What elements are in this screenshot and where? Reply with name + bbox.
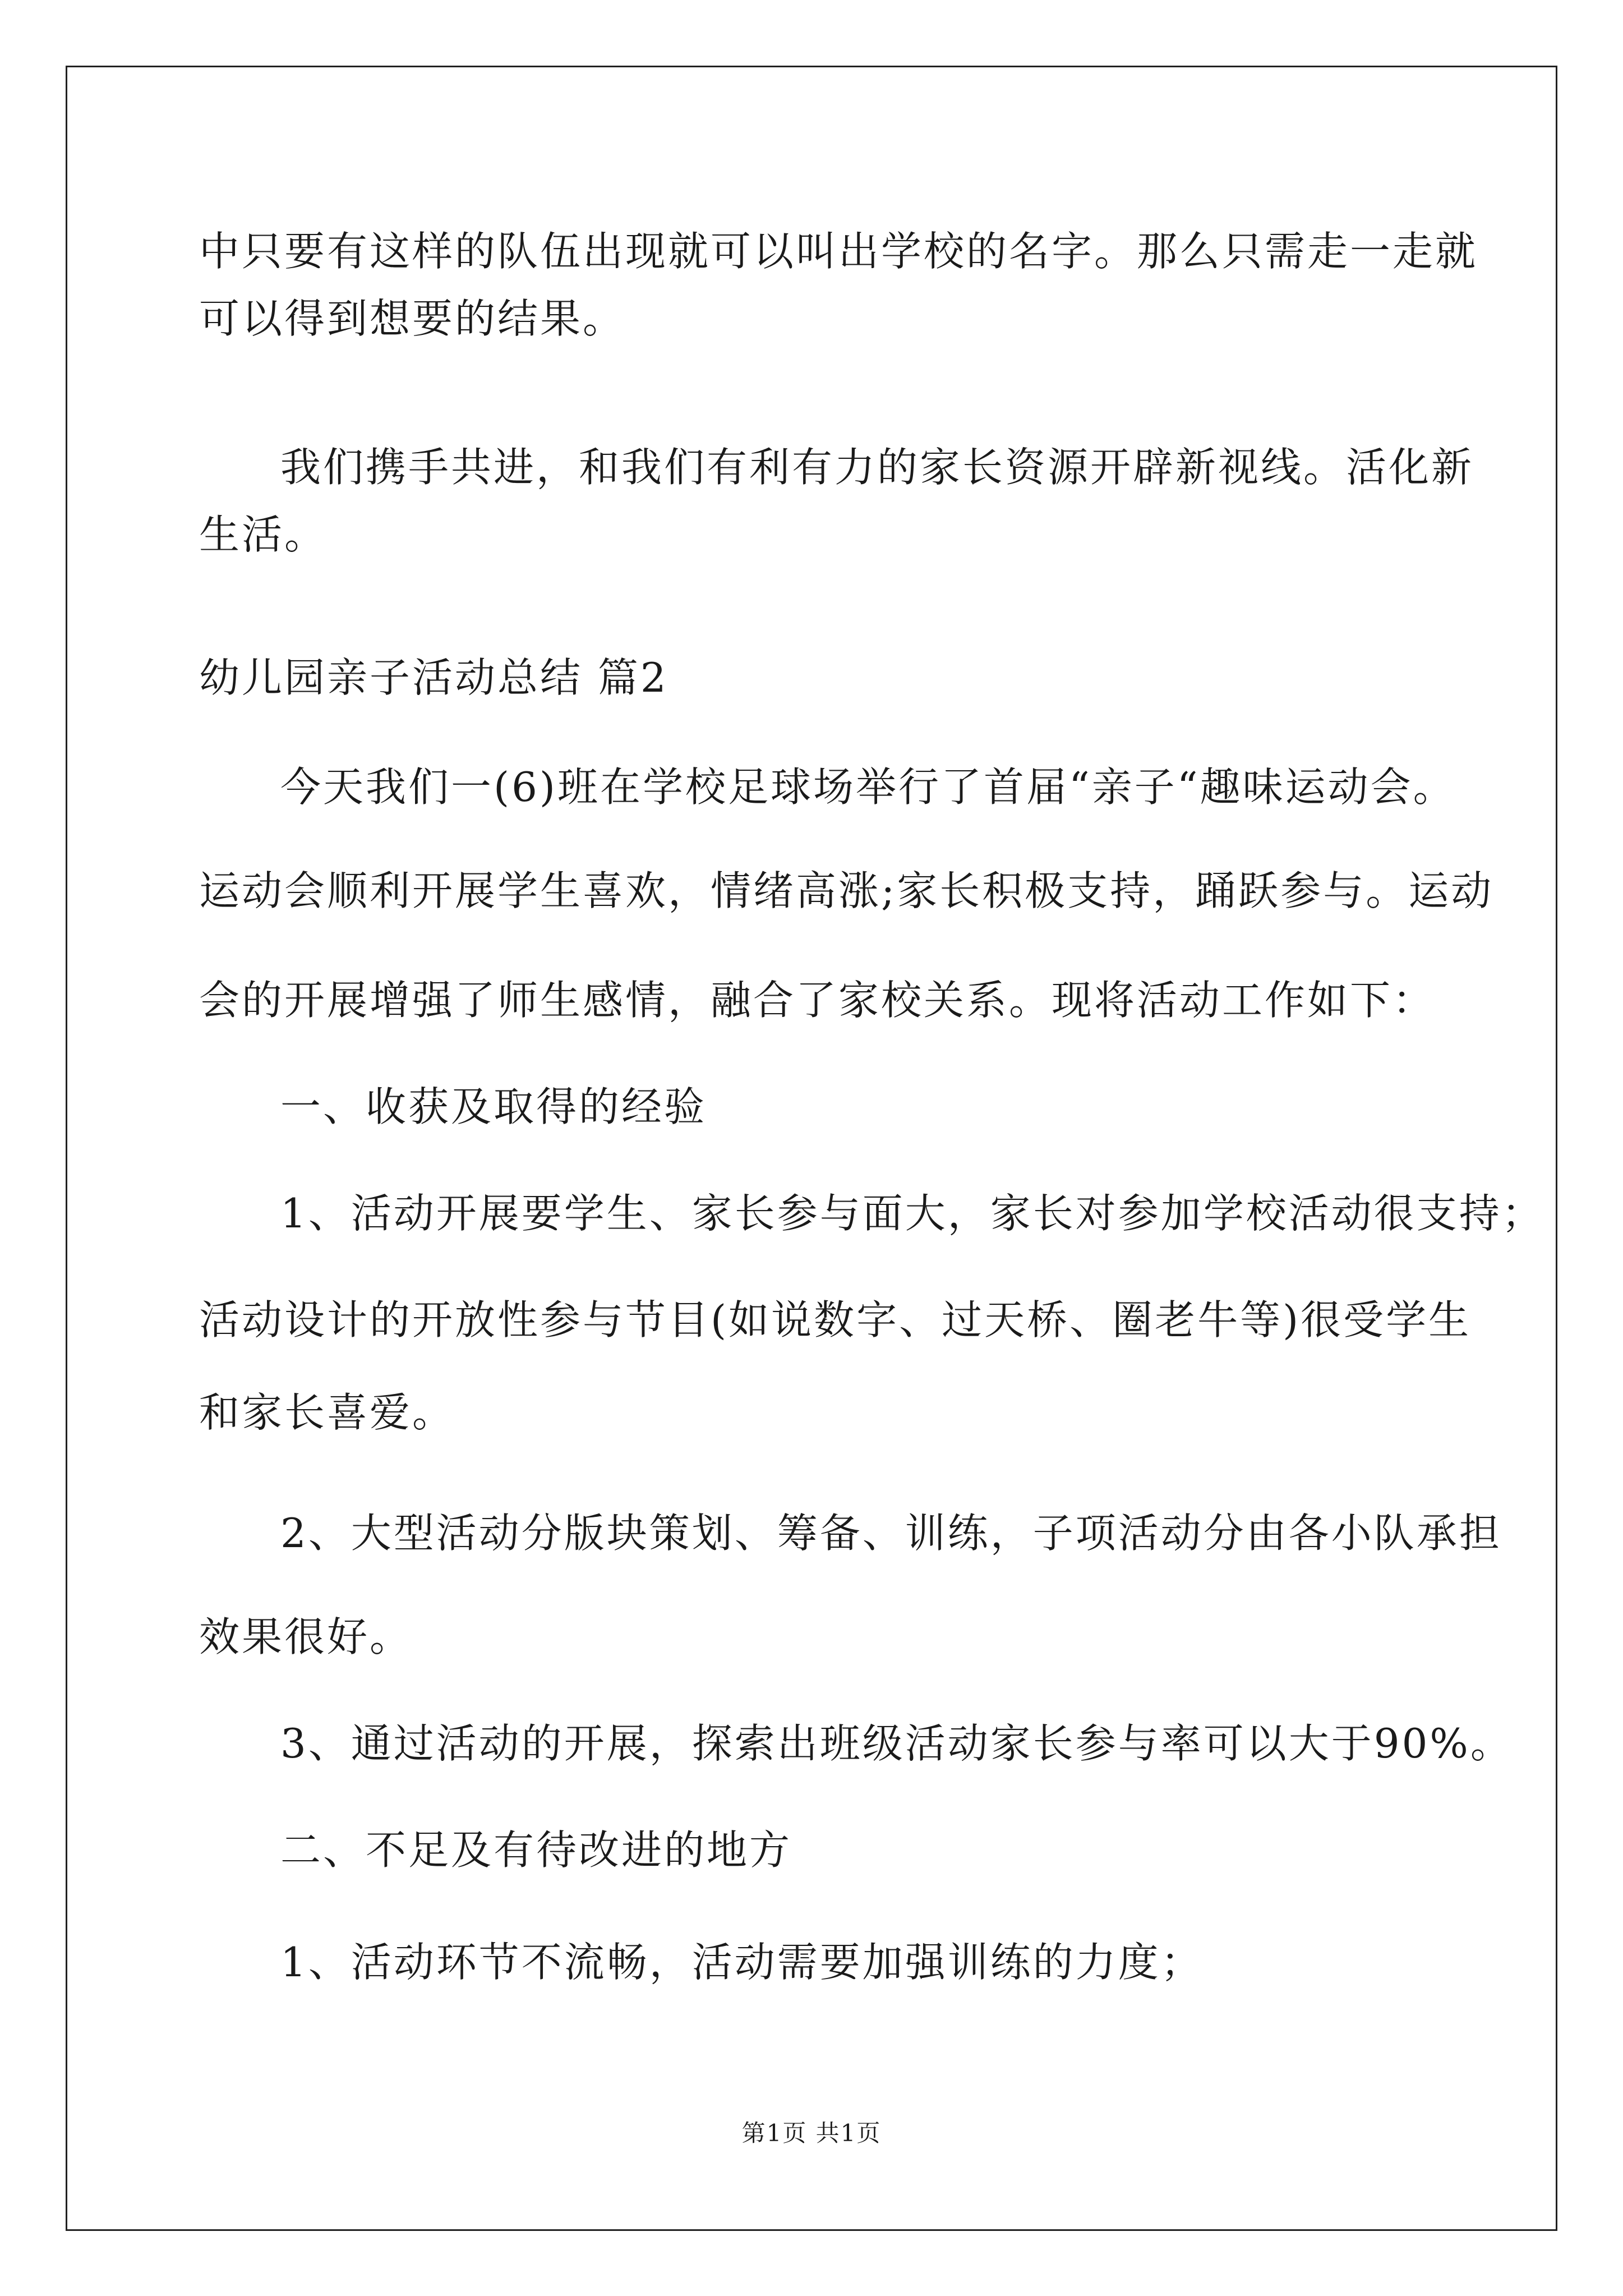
paragraph-line: 1、活动环节不流畅，活动需要加强训练的力度； (280, 1939, 1204, 1986)
subheading: 二、不足及有待改进的地方 (280, 1826, 792, 1874)
page-footer: 第1页 共1页 (741, 2119, 882, 2147)
paragraph-line: 运动会顺利开展学生喜欢，情绪高涨;家长积极支持，踊跃参与。运动 (199, 867, 1494, 914)
section-heading: 幼儿园亲子活动总结 篇2 (199, 654, 668, 701)
paragraph-line: 活动设计的开放性参与节目(如说数字、过天桥、圈老牛等)很受学生 (199, 1296, 1472, 1343)
paragraph-line: 会的开展增强了师生感情，融合了家校关系。现将活动工作如下： (199, 977, 1436, 1024)
paragraph-line: 效果很好。 (199, 1613, 413, 1660)
paragraph-line: 中只要有这样的队伍出现就可以叫出学校的名字。那么只需走一走就 (199, 228, 1478, 275)
paragraph-line: 3、通过活动的开展，探索出班级活动家长参与率可以大于90%。 (280, 1720, 1513, 1767)
paragraph-line: 我们携手共进，和我们有利有力的家长资源开辟新视线。活化新 (280, 444, 1474, 491)
paragraph-line: 和家长喜爱。 (199, 1389, 455, 1436)
paragraph-line: 生活。 (199, 511, 328, 558)
paragraph-line: 1、活动开展要学生、家长参与面大，家长对参加学校活动很支持； (280, 1190, 1544, 1237)
page-border (66, 66, 1557, 2231)
paragraph-line: 今天我们一(6)班在学校足球场举行了首届“亲子“趣味运动会。 (280, 763, 1456, 811)
subheading: 一、收获及取得的经验 (280, 1083, 707, 1130)
paragraph-line: 2、大型活动分版块策划、筹备、训练，子项活动分由各小队承担 (280, 1510, 1502, 1557)
paragraph-line: 可以得到想要的结果。 (199, 295, 626, 342)
